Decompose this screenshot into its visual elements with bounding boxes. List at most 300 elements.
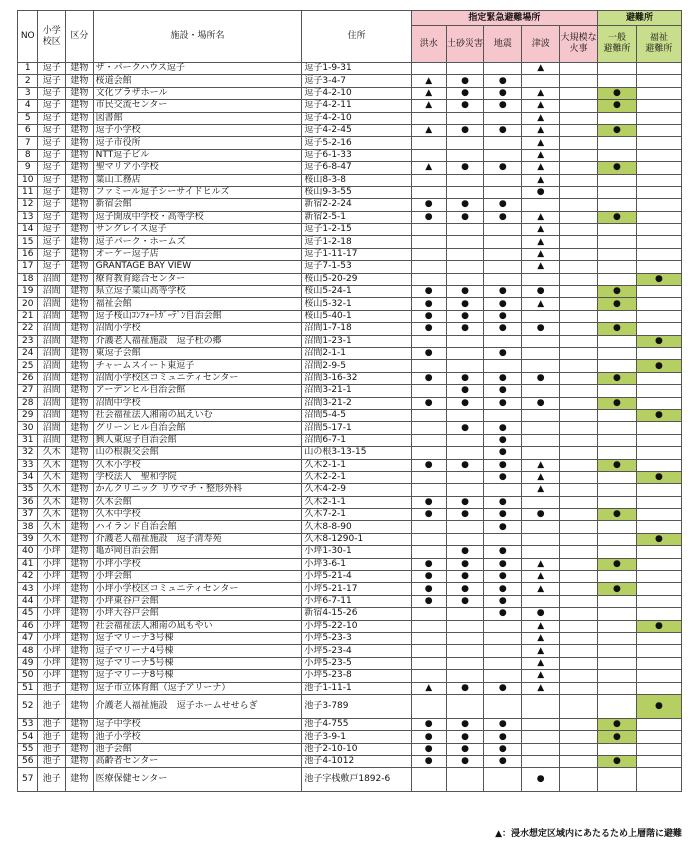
row-district: 逗子 (38, 211, 66, 223)
table-row (18, 422, 682, 434)
row-tsunami-mark: ● (522, 372, 560, 384)
row-no: 56 (18, 756, 38, 768)
row-general-shelter-mark (598, 670, 637, 682)
table-row (18, 137, 682, 149)
row-tsunami-mark (522, 422, 560, 434)
row-general-shelter-mark: ● (598, 286, 637, 298)
row-district: 逗子 (38, 248, 66, 260)
col-header-earthquake: 地震 (484, 26, 522, 63)
row-flood-mark (411, 434, 446, 446)
row-no: 16 (18, 248, 38, 260)
row-welfare-shelter-mark: ● (636, 620, 681, 632)
row-flood-mark: ▲ (411, 87, 446, 99)
row-flood-mark: ● (411, 731, 446, 743)
row-facility-name: 沼間小学校 (93, 323, 302, 335)
row-earthquake-mark (484, 273, 522, 285)
row-earthquake-mark (484, 174, 522, 186)
row-general-shelter-mark (598, 447, 637, 459)
row-type: 建物 (66, 670, 94, 682)
row-no: 11 (18, 186, 38, 198)
row-type: 建物 (66, 323, 94, 335)
row-flood-mark: ▲ (411, 100, 446, 112)
row-no: 6 (18, 124, 38, 136)
row-no: 44 (18, 595, 38, 607)
row-facility-name: 池子小学校 (93, 731, 302, 743)
row-address: 逗子1-11-17 (302, 248, 411, 260)
row-fire-mark (560, 484, 598, 496)
row-tsunami-mark: ▲ (522, 149, 560, 161)
row-welfare-shelter-mark (636, 768, 681, 792)
row-no: 1 (18, 63, 38, 75)
row-facility-name: 新宿会館 (93, 199, 302, 211)
row-tsunami-mark: ● (522, 509, 560, 521)
row-address: 小坪5-21-17 (302, 583, 411, 595)
row-tsunami-mark: ▲ (522, 632, 560, 644)
row-landslide-mark: ● (446, 571, 484, 583)
row-fire-mark (560, 632, 598, 644)
row-welfare-shelter-mark (636, 236, 681, 248)
row-general-shelter-mark (598, 149, 637, 161)
row-welfare-shelter-mark: ● (636, 533, 681, 545)
row-type: 建物 (66, 459, 94, 471)
row-facility-name: ハイランド自治会館 (93, 521, 302, 533)
row-no: 36 (18, 496, 38, 508)
row-tsunami-mark (522, 756, 560, 768)
row-welfare-shelter-mark (636, 496, 681, 508)
row-fire-mark (560, 743, 598, 755)
row-facility-name: 逗子桜山ｺﾝﾌｫｰﾄｶﾞｰﾃﾞﾝ自治会館 (93, 310, 302, 322)
row-flood-mark (411, 137, 446, 149)
row-flood-mark: ▲ (411, 682, 446, 694)
row-type: 建物 (66, 174, 94, 186)
table-row (18, 509, 682, 521)
row-landslide-mark (446, 768, 484, 792)
row-welfare-shelter-mark (636, 137, 681, 149)
row-general-shelter-mark (598, 236, 637, 248)
row-address: 小坪3-6-1 (302, 558, 411, 570)
row-tsunami-mark: ▲ (522, 484, 560, 496)
row-fire-mark (560, 422, 598, 434)
row-welfare-shelter-mark (636, 63, 681, 75)
row-landslide-mark (446, 63, 484, 75)
row-earthquake-mark: ● (484, 310, 522, 322)
row-landslide-mark (446, 632, 484, 644)
row-district: 久木 (38, 459, 66, 471)
row-type: 建物 (66, 657, 94, 669)
row-no: 23 (18, 335, 38, 347)
row-facility-name: 久木会館 (93, 496, 302, 508)
row-address: 逗子5-2-16 (302, 137, 411, 149)
row-fire-mark (560, 261, 598, 273)
row-facility-name: 介護老人福祉施設 逗子清寿苑 (93, 533, 302, 545)
row-address: 逗子4-2-11 (302, 100, 411, 112)
row-general-shelter-mark (598, 385, 637, 397)
row-facility-name: 沼間中学校 (93, 397, 302, 409)
row-landslide-mark (446, 620, 484, 632)
row-no: 19 (18, 286, 38, 298)
row-flood-mark (411, 608, 446, 620)
row-fire-mark (560, 199, 598, 211)
row-tsunami-mark (522, 731, 560, 743)
row-general-shelter-mark (598, 521, 637, 533)
row-address: 逗子1-2-15 (302, 224, 411, 236)
row-address: 池子3-9-1 (302, 731, 411, 743)
row-district: 池子 (38, 768, 66, 792)
table-row (18, 360, 682, 372)
row-type: 建物 (66, 360, 94, 372)
row-district: 小坪 (38, 608, 66, 620)
row-facility-name: 山の根親交会館 (93, 447, 302, 459)
row-district: 久木 (38, 484, 66, 496)
row-general-shelter-mark (598, 409, 637, 421)
row-fire-mark (560, 558, 598, 570)
row-flood-mark: ▲ (411, 75, 446, 87)
row-district: 沼間 (38, 385, 66, 397)
row-no: 17 (18, 261, 38, 273)
row-earthquake-mark: ● (484, 682, 522, 694)
row-address: 逗子3-4-7 (302, 75, 411, 87)
row-address: 桜山9-3-55 (302, 186, 411, 198)
row-facility-name: ザ・パークハウス逗子 (93, 63, 302, 75)
row-address: 池子4-755 (302, 718, 411, 730)
row-fire-mark (560, 360, 598, 372)
row-earthquake-mark: ● (484, 87, 522, 99)
row-landslide-mark: ● (446, 372, 484, 384)
row-type: 建物 (66, 546, 94, 558)
row-type: 建物 (66, 211, 94, 223)
row-general-shelter-mark (598, 422, 637, 434)
row-type: 建物 (66, 595, 94, 607)
row-flood-mark: ● (411, 583, 446, 595)
row-facility-name: 学校法人 聖和学院 (93, 471, 302, 483)
table-row (18, 75, 682, 87)
row-tsunami-mark: ▲ (522, 124, 560, 136)
row-no: 24 (18, 347, 38, 359)
row-facility-name: 逗子小学校 (93, 124, 302, 136)
row-fire-mark (560, 682, 598, 694)
row-landslide-mark: ● (446, 558, 484, 570)
row-no: 7 (18, 137, 38, 149)
row-landslide-mark: ● (446, 87, 484, 99)
row-general-shelter-mark: ● (598, 731, 637, 743)
row-earthquake-mark: ● (484, 347, 522, 359)
row-general-shelter-mark: ● (598, 558, 637, 570)
row-general-shelter-mark: ● (598, 162, 637, 174)
row-landslide-mark: ● (446, 298, 484, 310)
row-general-shelter-mark: ● (598, 87, 637, 99)
row-flood-mark: ▲ (411, 162, 446, 174)
row-earthquake-mark (484, 645, 522, 657)
row-general-shelter-mark: ● (598, 372, 637, 384)
row-welfare-shelter-mark: ● (636, 335, 681, 347)
row-address: 久木7-2-1 (302, 509, 411, 521)
row-fire-mark (560, 224, 598, 236)
row-type: 建物 (66, 310, 94, 322)
row-earthquake-mark (484, 63, 522, 75)
row-type: 建物 (66, 286, 94, 298)
row-flood-mark (411, 409, 446, 421)
row-fire-mark (560, 546, 598, 558)
row-landslide-mark: ● (446, 124, 484, 136)
table-row (18, 63, 682, 75)
row-no: 31 (18, 434, 38, 446)
table-row (18, 743, 682, 755)
row-address: 小坪6-7-11 (302, 595, 411, 607)
row-no: 37 (18, 509, 38, 521)
row-district: 逗子 (38, 199, 66, 211)
row-type: 建物 (66, 248, 94, 260)
row-flood-mark: ● (411, 558, 446, 570)
row-address: 新宿4-15-26 (302, 608, 411, 620)
row-landslide-mark (446, 533, 484, 545)
col-header-address: 住所 (302, 11, 411, 63)
row-no: 8 (18, 149, 38, 161)
row-welfare-shelter-mark (636, 756, 681, 768)
row-facility-name: 小坪東谷戸会館 (93, 595, 302, 607)
row-no: 33 (18, 459, 38, 471)
row-general-shelter-mark (598, 768, 637, 792)
row-welfare-shelter-mark (636, 509, 681, 521)
row-tsunami-mark (522, 743, 560, 755)
row-general-shelter-mark (598, 137, 637, 149)
row-tsunami-mark: ▲ (522, 583, 560, 595)
row-earthquake-mark (484, 360, 522, 372)
row-type: 建物 (66, 112, 94, 124)
row-tsunami-mark: ● (522, 323, 560, 335)
row-type: 建物 (66, 87, 94, 99)
row-address: 小坪5-23-3 (302, 632, 411, 644)
row-earthquake-mark: ● (484, 100, 522, 112)
row-flood-mark (411, 149, 446, 161)
row-fire-mark (560, 533, 598, 545)
row-tsunami-mark: ▲ (522, 100, 560, 112)
row-flood-mark: ● (411, 718, 446, 730)
table-row (18, 87, 682, 99)
row-landslide-mark: ● (446, 323, 484, 335)
table-row (18, 768, 682, 792)
row-facility-name: 逗子マリーナ4号棟 (93, 645, 302, 657)
evacuation-sites-sheet (17, 10, 682, 792)
row-flood-mark (411, 112, 446, 124)
row-no: 29 (18, 409, 38, 421)
row-facility-name: 桜道会館 (93, 75, 302, 87)
row-no: 35 (18, 484, 38, 496)
row-fire-mark (560, 496, 598, 508)
table-row (18, 620, 682, 632)
row-tsunami-mark (522, 273, 560, 285)
row-type: 建物 (66, 608, 94, 620)
row-address: 桜山5-24-1 (302, 286, 411, 298)
footnote: ▲：浸水想定区域内にあたるため上層階に避難 (495, 829, 682, 839)
row-fire-mark (560, 397, 598, 409)
row-no: 38 (18, 521, 38, 533)
row-tsunami-mark (522, 496, 560, 508)
row-facility-name: 沼間小学校区コミュニティセンター (93, 372, 302, 384)
row-tsunami-mark (522, 199, 560, 211)
row-facility-name: 逗子中学校 (93, 718, 302, 730)
row-general-shelter-mark: ● (598, 459, 637, 471)
col-header-welfare-shelter: 福祉 避難所 (636, 26, 681, 63)
row-type: 建物 (66, 731, 94, 743)
row-address: 逗子4-2-10 (302, 112, 411, 124)
row-landslide-mark (446, 484, 484, 496)
table-row (18, 434, 682, 446)
row-type: 建物 (66, 273, 94, 285)
row-no: 14 (18, 224, 38, 236)
row-earthquake-mark: ● (484, 286, 522, 298)
row-welfare-shelter-mark (636, 447, 681, 459)
row-tsunami-mark: ● (522, 397, 560, 409)
row-flood-mark (411, 645, 446, 657)
row-flood-mark (411, 63, 446, 75)
row-flood-mark (411, 657, 446, 669)
row-welfare-shelter-mark: ● (636, 694, 681, 718)
row-earthquake-mark: ● (484, 608, 522, 620)
row-earthquake-mark: ● (484, 75, 522, 87)
row-fire-mark (560, 608, 598, 620)
row-general-shelter-mark (598, 310, 637, 322)
row-address: 桜山5-40-1 (302, 310, 411, 322)
col-header-type: 区分 (66, 11, 94, 63)
row-earthquake-mark (484, 149, 522, 161)
row-general-shelter-mark: ● (598, 211, 637, 223)
row-general-shelter-mark: ● (598, 100, 637, 112)
row-no: 20 (18, 298, 38, 310)
row-tsunami-mark: ▲ (522, 298, 560, 310)
row-flood-mark (411, 484, 446, 496)
row-flood-mark (411, 694, 446, 718)
row-general-shelter-mark (598, 360, 637, 372)
table-row (18, 174, 682, 186)
row-address: 沼間3-21-1 (302, 385, 411, 397)
row-landslide-mark: ● (446, 546, 484, 558)
row-welfare-shelter-mark (636, 608, 681, 620)
row-landslide-mark (446, 670, 484, 682)
row-welfare-shelter-mark (636, 112, 681, 124)
row-type: 建物 (66, 434, 94, 446)
row-type: 建物 (66, 768, 94, 792)
row-facility-name: 介護老人福祉施設 逗子杜の郷 (93, 335, 302, 347)
row-general-shelter-mark (598, 546, 637, 558)
row-facility-name: サングレイス逗子 (93, 224, 302, 236)
row-earthquake-mark (484, 409, 522, 421)
table-row (18, 571, 682, 583)
row-facility-name: 逗子マリーナ3号棟 (93, 632, 302, 644)
row-fire-mark (560, 471, 598, 483)
row-general-shelter-mark (598, 694, 637, 718)
row-tsunami-mark: ● (522, 768, 560, 792)
row-tsunami-mark: ▲ (522, 558, 560, 570)
row-district: 久木 (38, 509, 66, 521)
col-header-large-fire: 大規模な 火事 (560, 26, 598, 63)
row-landslide-mark: ● (446, 496, 484, 508)
row-tsunami-mark: ▲ (522, 459, 560, 471)
row-general-shelter-mark: ● (598, 124, 637, 136)
table-row (18, 608, 682, 620)
row-tsunami-mark: ● (522, 186, 560, 198)
row-general-shelter-mark (598, 199, 637, 211)
row-general-shelter-mark (598, 273, 637, 285)
row-facility-name: 県立逗子葉山高等学校 (93, 286, 302, 298)
row-facility-name: 高齢者センター (93, 756, 302, 768)
row-welfare-shelter-mark (636, 224, 681, 236)
row-landslide-mark (446, 360, 484, 372)
row-tsunami-mark: ● (522, 286, 560, 298)
row-landslide-mark: ● (446, 459, 484, 471)
row-district: 久木 (38, 447, 66, 459)
row-facility-name: 社会福祉法人湘南の凪もやい (93, 620, 302, 632)
row-fire-mark (560, 310, 598, 322)
row-earthquake-mark: ● (484, 471, 522, 483)
row-landslide-mark (446, 224, 484, 236)
table-row (18, 286, 682, 298)
row-district: 小坪 (38, 632, 66, 644)
row-type: 建物 (66, 162, 94, 174)
row-general-shelter-mark: ● (598, 718, 637, 730)
row-type: 建物 (66, 124, 94, 136)
table-body (18, 63, 682, 792)
row-address: 池子字桟敷戸1892-6 (302, 768, 411, 792)
row-facility-name: 逗子マリーナ8号棟 (93, 670, 302, 682)
row-general-shelter-mark: ● (598, 509, 637, 521)
row-facility-name: 小坪小学校 (93, 558, 302, 570)
row-no: 57 (18, 768, 38, 792)
row-type: 建物 (66, 756, 94, 768)
table-row (18, 347, 682, 359)
table-row (18, 124, 682, 136)
row-district: 小坪 (38, 620, 66, 632)
row-welfare-shelter-mark (636, 248, 681, 260)
row-no: 32 (18, 447, 38, 459)
row-fire-mark (560, 509, 598, 521)
row-district: 沼間 (38, 335, 66, 347)
row-address: 桜山8-3-8 (302, 174, 411, 186)
row-landslide-mark (446, 174, 484, 186)
row-fire-mark (560, 447, 598, 459)
table-row (18, 670, 682, 682)
row-facility-name: かんクリニック リウマチ・整形外科 (93, 484, 302, 496)
row-tsunami-mark (522, 694, 560, 718)
row-general-shelter-mark (598, 174, 637, 186)
row-fire-mark (560, 583, 598, 595)
row-tsunami-mark: ▲ (522, 682, 560, 694)
row-earthquake-mark: ● (484, 521, 522, 533)
row-welfare-shelter-mark (636, 558, 681, 570)
row-district: 沼間 (38, 397, 66, 409)
row-earthquake-mark: ● (484, 546, 522, 558)
row-district: 逗子 (38, 75, 66, 87)
row-tsunami-mark (522, 385, 560, 397)
row-address: 逗子4-2-10 (302, 87, 411, 99)
row-general-shelter-mark (598, 645, 637, 657)
row-flood-mark (411, 385, 446, 397)
row-fire-mark (560, 137, 598, 149)
row-flood-mark: ● (411, 298, 446, 310)
row-no: 55 (18, 743, 38, 755)
row-address: 沼間5-17-1 (302, 422, 411, 434)
row-earthquake-mark (484, 186, 522, 198)
row-landslide-mark: ● (446, 422, 484, 434)
row-no: 25 (18, 360, 38, 372)
row-flood-mark: ● (411, 743, 446, 755)
row-landslide-mark (446, 261, 484, 273)
row-tsunami-mark: ▲ (522, 261, 560, 273)
row-facility-name: 市民交流センター (93, 100, 302, 112)
table-row (18, 718, 682, 730)
row-welfare-shelter-mark (636, 385, 681, 397)
row-landslide-mark: ● (446, 162, 484, 174)
table-row (18, 484, 682, 496)
